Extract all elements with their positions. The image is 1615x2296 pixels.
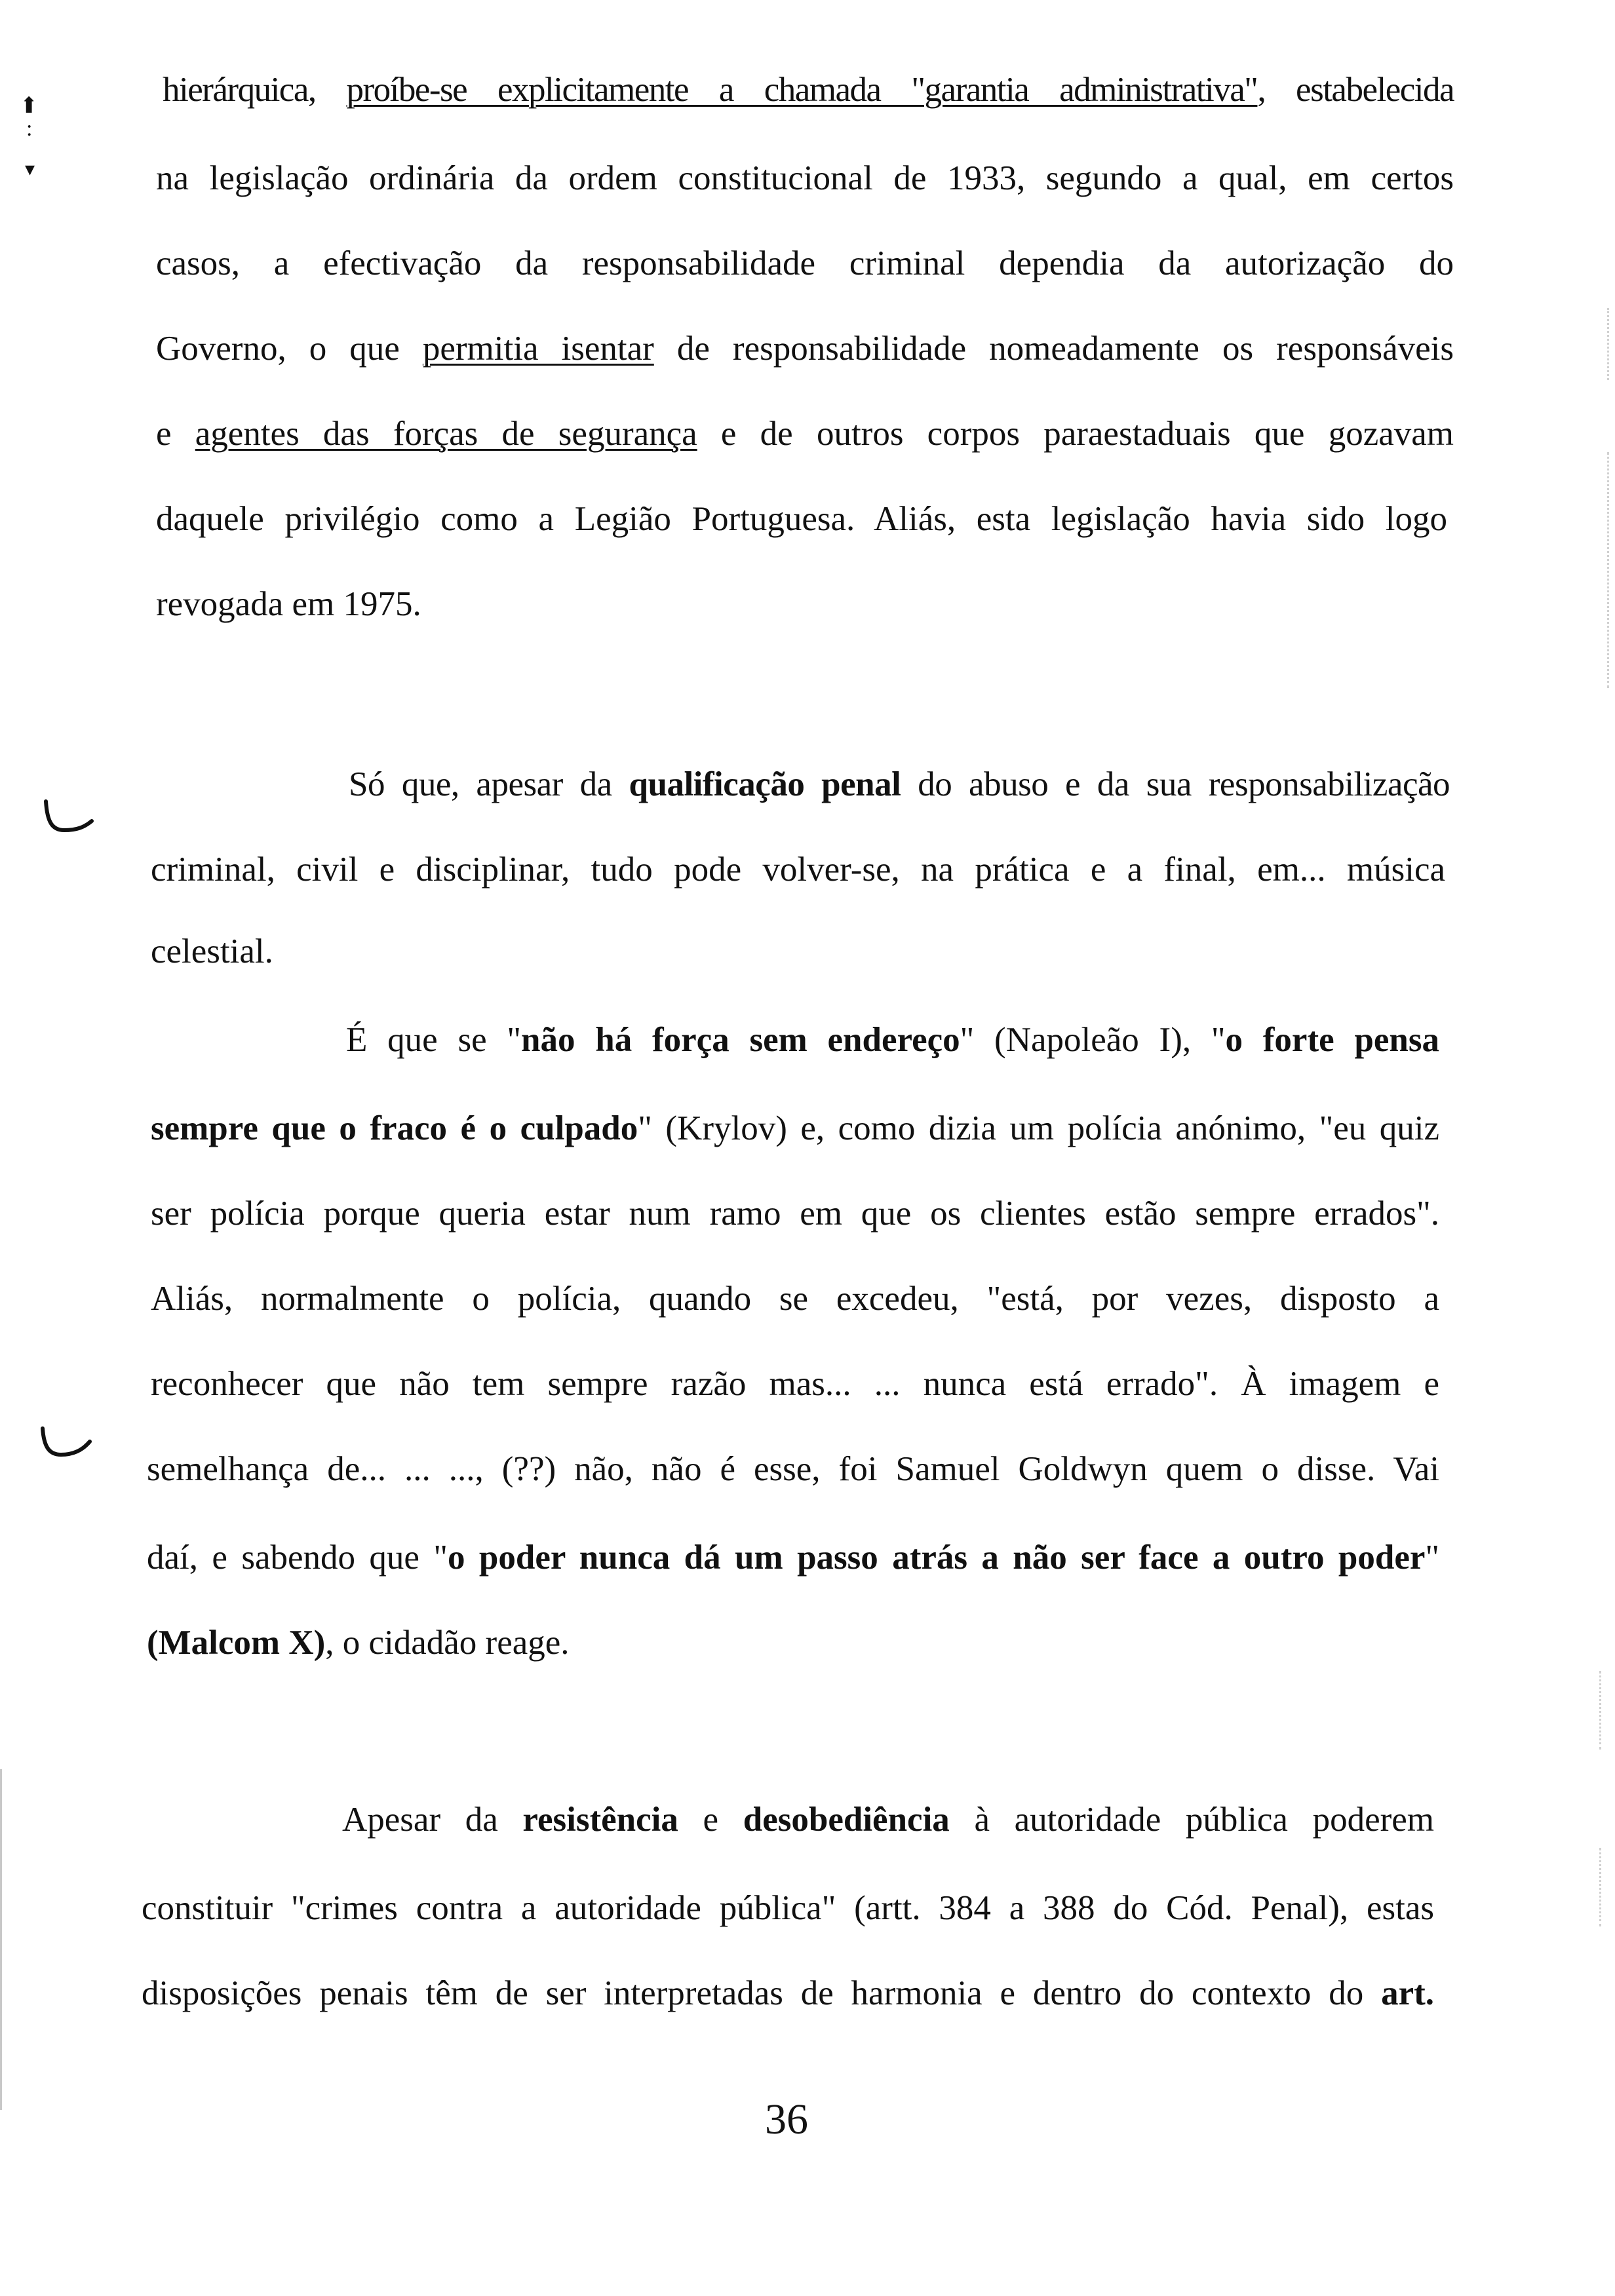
text-run: e de outros corpos paraestaduais que gozavam (697, 415, 1454, 453)
margin-colon-mark: : (26, 117, 33, 141)
bold-text: o poder nunca dá um passo atrás a não ser face a outro poder (447, 1539, 1426, 1577)
text-line (151, 849, 1445, 890)
text-line (142, 1972, 1434, 2014)
text-run: do abuso e da sua responsabilização (901, 765, 1450, 803)
text-run: semelhança de... ... ..., (??) não, não é esse, foi Samuel Goldwyn quem o disse. Vai (147, 1450, 1439, 1488)
right-margin-dots-4 (1599, 1848, 1601, 1926)
text-run: e (678, 1801, 743, 1839)
text-run: , estabelecida (1257, 71, 1454, 109)
text-run: e (156, 415, 195, 453)
page-number: 36 (765, 2095, 808, 2143)
text-run: na legislação ordinária da ordem constitucional de 1933, segundo a qual, em certos (156, 159, 1454, 197)
text-line (147, 1622, 570, 1664)
text-run: à autoridade pública poderem (949, 1801, 1434, 1839)
text-line (151, 930, 273, 972)
text-run: Aliás, normalmente o polícia, quando se excedeu, "está, por vezes, disposto a (151, 1280, 1439, 1318)
bold-text: não há força sem endereço (521, 1021, 960, 1059)
text-run: reconhecer que não tem sempre razão mas... ... nunca está errado". À imagem e (151, 1365, 1439, 1403)
left-edge-line (0, 1769, 2, 2110)
text-run: celestial. (151, 932, 273, 970)
text-line (151, 1363, 1439, 1405)
right-margin-dots-3 (1599, 1671, 1601, 1750)
text-run: criminal, civil e disciplinar, tudo pode volver-se, na prática e a final, em... música (151, 851, 1445, 889)
text-line (156, 583, 421, 625)
text-line (151, 1278, 1439, 1320)
text-line (156, 242, 1454, 284)
text-run: revogada em 1975. (156, 585, 421, 623)
text-line (349, 763, 1450, 805)
text-run: Só que, apesar da (349, 765, 629, 803)
text-run: É que se " (346, 1021, 521, 1059)
text-run: de responsabilidade nomeadamente os responsáveis (653, 330, 1454, 368)
margin-tick-mark: ⬆ (20, 94, 39, 118)
text-run: ser polícia porque queria estar num ramo em que os clientes estão sempre errados". (151, 1195, 1439, 1233)
text-line (156, 328, 1454, 370)
underlined-text: permitia isentar (422, 330, 654, 368)
right-margin-dots-1 (1607, 308, 1609, 380)
text-run: " (Krylov) e, como dizia um polícia anónimo, "eu quiz (638, 1109, 1439, 1147)
bold-text: o forte pensa (1225, 1021, 1440, 1059)
text-line (163, 69, 1454, 111)
text-run: constituir "crimes contra a autoridade pública" (artt. 384 a 388 do Cód. Penal), estas (142, 1889, 1434, 1927)
bold-text: art. (1381, 1974, 1434, 2012)
text-line (151, 1107, 1439, 1149)
text-run: " (1425, 1539, 1440, 1577)
text-run: , o cidadão reage. (325, 1624, 570, 1662)
text-line (151, 1193, 1439, 1234)
text-line (156, 413, 1454, 455)
text-run: hierárquica, (163, 71, 347, 109)
bold-text: resistência (522, 1801, 678, 1839)
margin-check-mark-2 (36, 1422, 95, 1468)
right-margin-dots-2 (1607, 452, 1609, 688)
text-run: daquele privilégio como a Legião Portuguesa. Aliás, esta legislação havia sido logo (156, 500, 1447, 538)
margin-check-mark-1 (38, 796, 97, 842)
text-line (156, 498, 1447, 540)
text-run: disposições penais têm de ser interpretadas de harmonia e dentro do contexto do (142, 1974, 1382, 2012)
text-line (156, 157, 1454, 199)
bold-text: sempre que o fraco é o culpado (151, 1109, 638, 1147)
text-run: daí, e sabendo que " (147, 1539, 448, 1577)
bold-text: desobediência (743, 1801, 950, 1839)
text-run: Apesar da (342, 1801, 523, 1839)
underlined-text: agentes das forças de segurança (195, 415, 697, 453)
text-run: casos, a efectivação da responsabilidade criminal dependia da autorização do (156, 244, 1454, 282)
margin-tick-mark-2: ▾ (25, 159, 35, 180)
text-run: " (Napoleão I), " (960, 1021, 1226, 1059)
text-line (346, 1019, 1439, 1061)
text-line (147, 1448, 1439, 1490)
bold-text: qualificação penal (629, 765, 901, 803)
bold-text: (Malcom X) (147, 1624, 326, 1662)
text-line (142, 1887, 1434, 1929)
text-run: Governo, o que (156, 330, 423, 368)
underlined-text: proíbe-se explicitamente a chamada "garantia administrativa" (346, 71, 1258, 109)
text-line (342, 1799, 1434, 1841)
text-line (147, 1537, 1439, 1578)
